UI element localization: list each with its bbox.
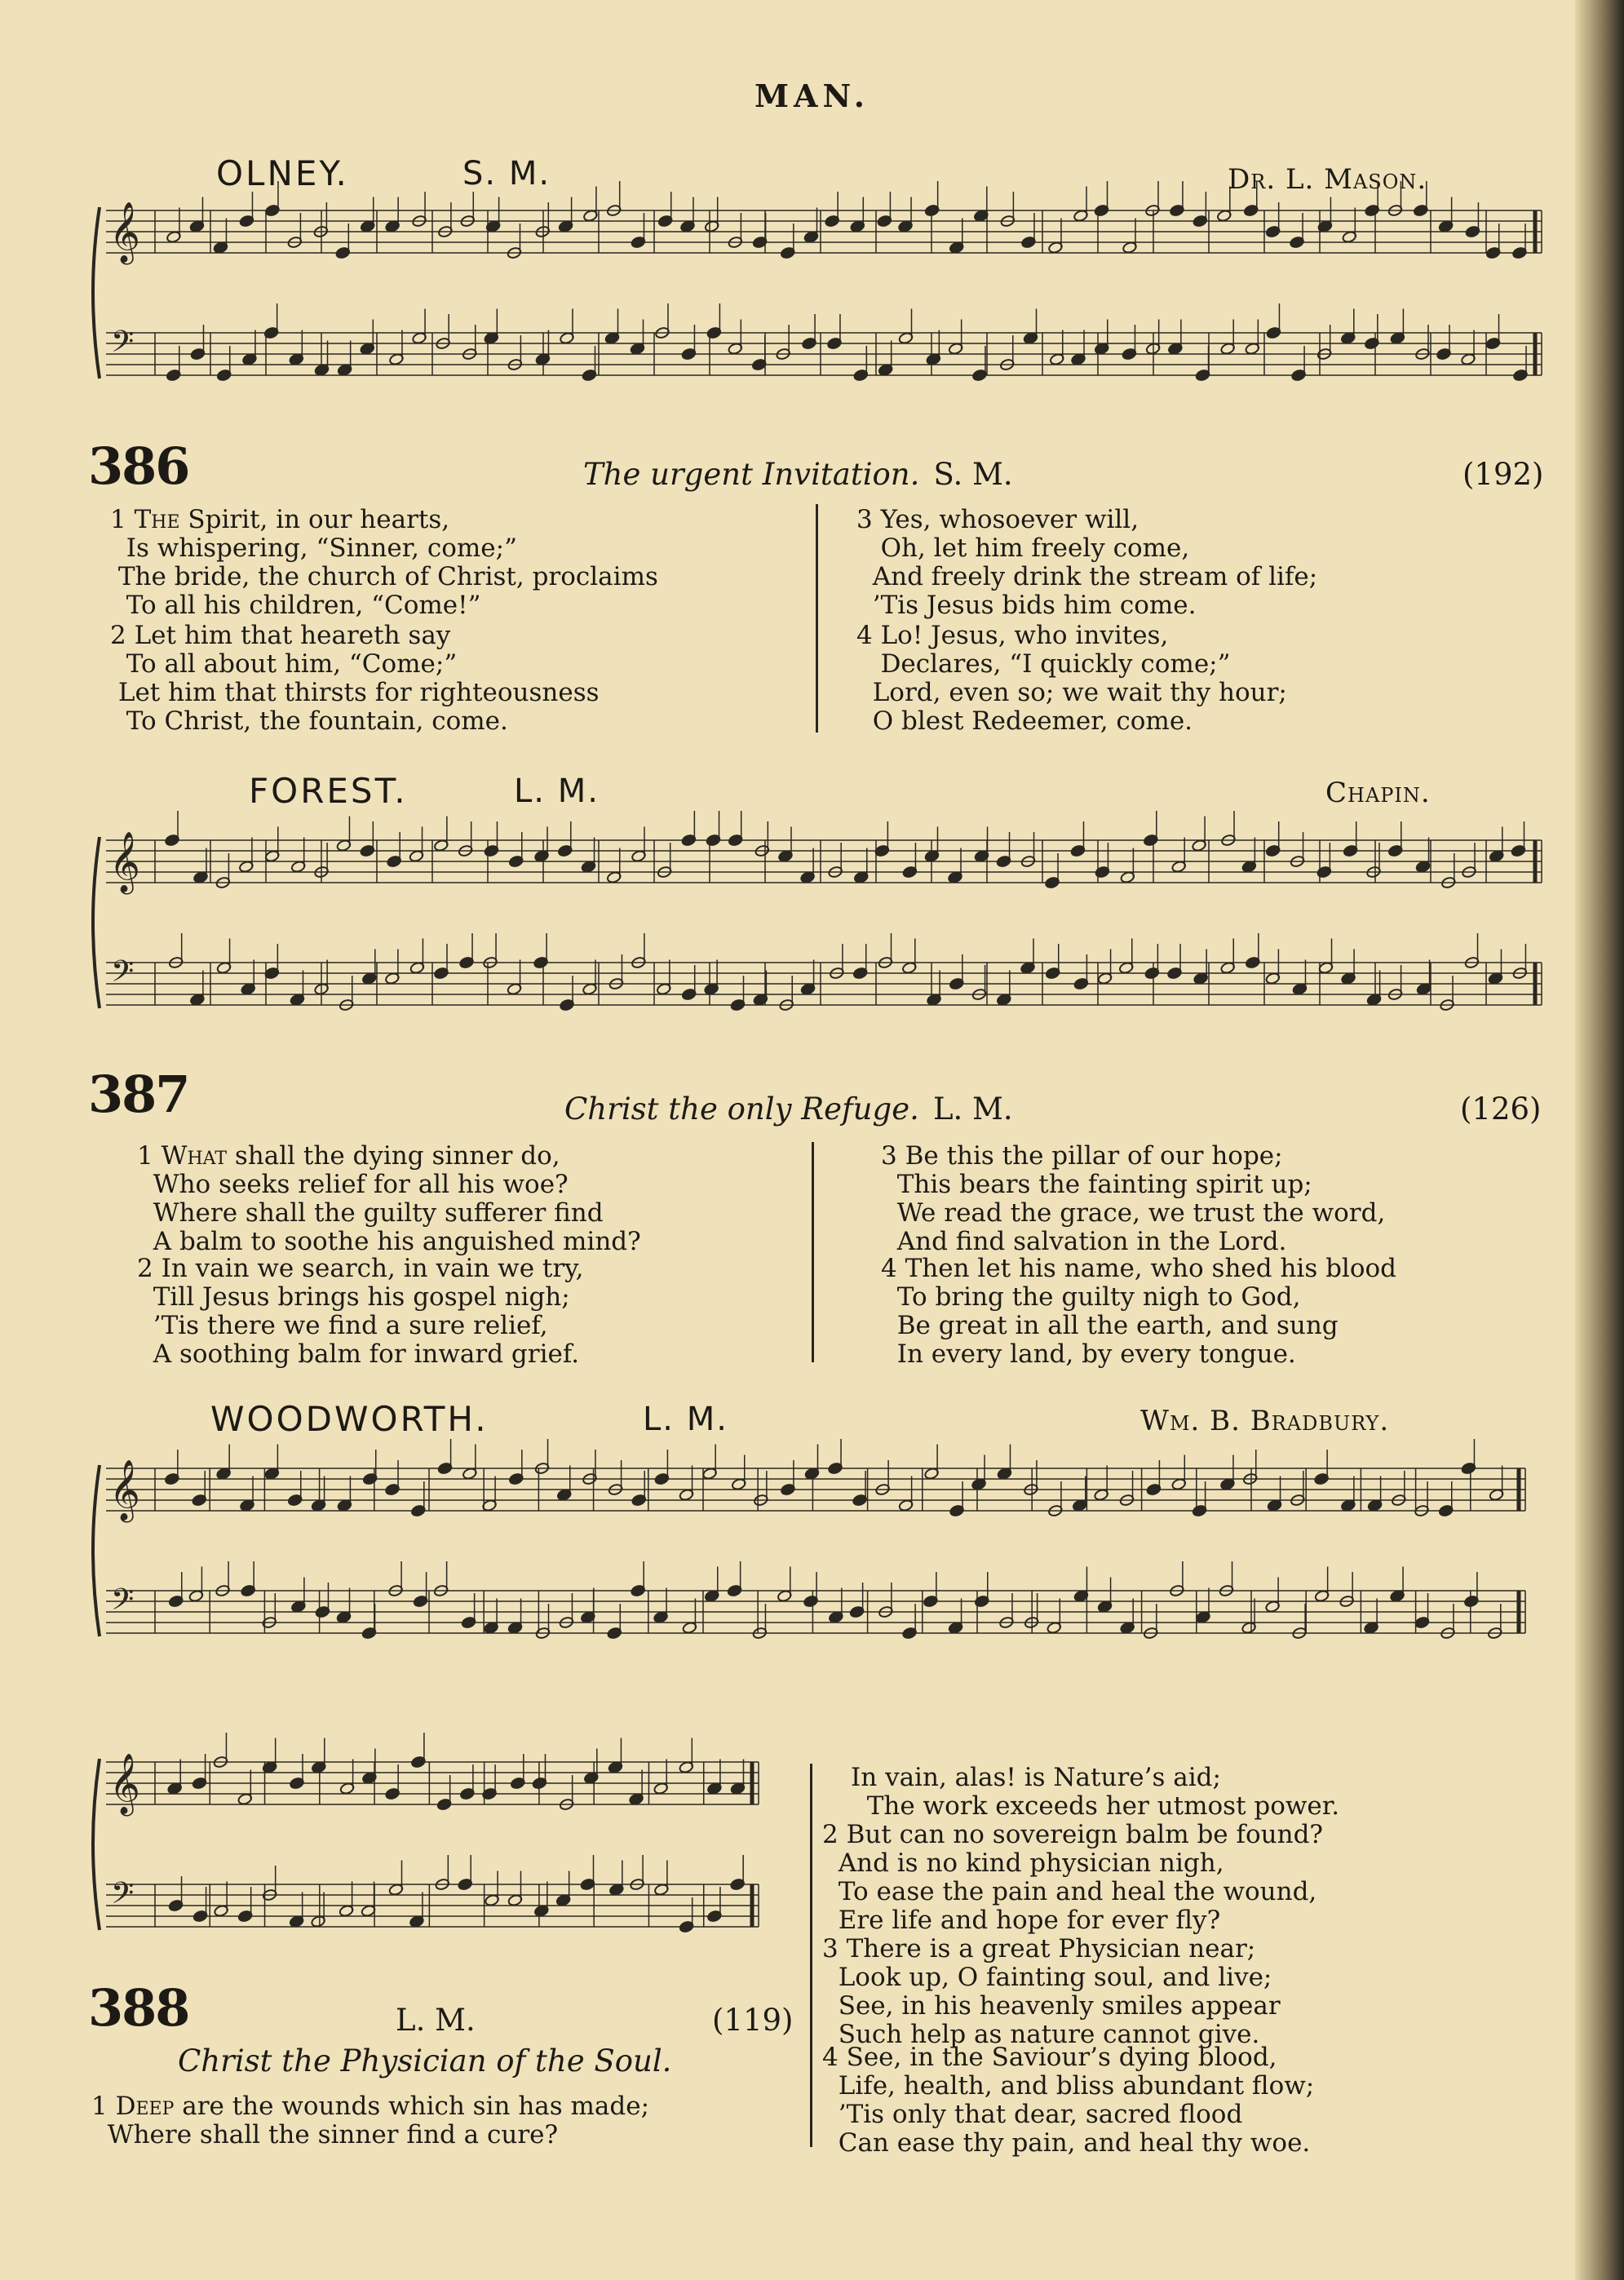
verse-number: 1 [110, 505, 126, 534]
tune-name-woodworth: WOODWORTH. [210, 1399, 489, 1439]
bass-clef-icon: 𝄢 [111, 1583, 135, 1624]
tune-name-olney: OLNEY. [216, 153, 349, 193]
hymn-ref-386: (192) [1462, 457, 1544, 492]
treble-clef-icon: 𝄞 [109, 1460, 140, 1521]
treble-clef-icon: 𝄞 [109, 832, 140, 892]
verse-first-word: The [134, 505, 180, 534]
verse-386-4: 4 Lo! Jesus, who invites, Declares, “I quickly come;” Lord, even so; we wait thy hour; O blest Redeemer, come. [856, 621, 1287, 736]
verse-387-1: 1 What shall the dying sinner do, Who seeks relief for all his woe? Where shall the guilty sufferer find A balm to soothe his anguished mind? [137, 1141, 641, 1256]
composer-woodworth: Wm. B. Bradbury. [1140, 1405, 1390, 1437]
treble-clef-icon: 𝄞 [109, 1754, 140, 1814]
bass-clef-icon: 𝄢 [111, 954, 135, 996]
hymn-title-387: Christ the only Refuge. [564, 1091, 919, 1127]
verse-387-4: 4 Then let his name, who shed his blood To bring the guilty nigh to God, Be great in all the earth, and sung In every land, by every tongue. [881, 1254, 1397, 1369]
hymn-meter-386: S. M. [933, 457, 1013, 492]
verse-388-1b: In vain, alas! is Nature’s aid; The work exceeds her utmost power. [851, 1763, 1340, 1821]
verse-388-2: 2 But can no sovereign balm be found? And is no kind physician nigh, To ease the pain and heal the wound, Ere life and hope for ever fly? [822, 1820, 1324, 1935]
page-header: MAN. [754, 77, 870, 114]
tune-name-forest: FOREST. [249, 771, 408, 811]
tune-meter-woodworth: L. M. [643, 1401, 728, 1438]
verse-388-4: 4 See, in the Saviour’s dying blood, Life, health, and bliss abundant flow; ’Tis only that dear, sacred flood Can ease thy pain, and heal thy woe. [822, 2043, 1315, 2158]
hymn-title-386: The urgent Invitation. [583, 457, 920, 492]
bass-clef-icon: 𝄢 [111, 325, 135, 366]
hymn-ref-387: (126) [1460, 1091, 1542, 1127]
staff-system [93, 1733, 759, 1933]
tune-meter-forest: L. M. [514, 773, 600, 810]
bass-clef-icon: 𝄢 [111, 1876, 135, 1918]
composer-olney: Dr. L. Mason. [1228, 163, 1427, 196]
verse-387-3: 3 Be this the pillar of our hope; This bears the fainting spirit up; We read the grace, we trust the word, And find salvation in the Lord. [881, 1141, 1386, 1256]
tune-meter-olney: S. M. [462, 155, 551, 193]
treble-clef-icon: 𝄞 [109, 202, 140, 263]
hymn-meter-388: L. M. [396, 2003, 476, 2038]
hymn-number-387: 387 [88, 1065, 189, 1124]
verse-388-3: 3 There is a great Physician near; Look up, O fainting soul, and live; See, in his heavenly smiles appear Such help as nature cannot give. [822, 1934, 1281, 2049]
verse-386-2: 2 Let him that heareth say To all about him, “Come;” Let him that thirsts for righteousness To Christ, the fountain, come. [110, 621, 600, 736]
verse-387-2: 2 In vain we search, in vain we try, Till Jesus brings his gospel nigh; ’Tis there we find a sure relief, A soothing balm for inward grief. [137, 1254, 584, 1369]
hymn-title-388: Christ the Physician of the Soul. [178, 2043, 672, 2079]
hymn-meter-387: L. M. [932, 1091, 1013, 1127]
verse-386-3: 3 Yes, whosoever will, Oh, let him freely come, And freely drink the stream of life; ’Tis Jesus bids him come. [856, 505, 1318, 620]
hymn-number-388: 388 [88, 1978, 189, 2038]
composer-forest: Chapin. [1325, 777, 1431, 809]
hymn-ref-388: (119) [712, 2003, 794, 2038]
verse-386-1: 1 The Spirit, in our hearts, Is whispering, “Sinner, come;” The bride, the church of Christ, proclaims To all his children, “Come!” [110, 505, 658, 620]
hymn-number-386: 386 [88, 436, 189, 496]
column-divider [810, 1764, 812, 2147]
verse-388-1a: 1 Deep are the wounds which sin has made; Where shall the sinner find a cure? [91, 2092, 650, 2149]
